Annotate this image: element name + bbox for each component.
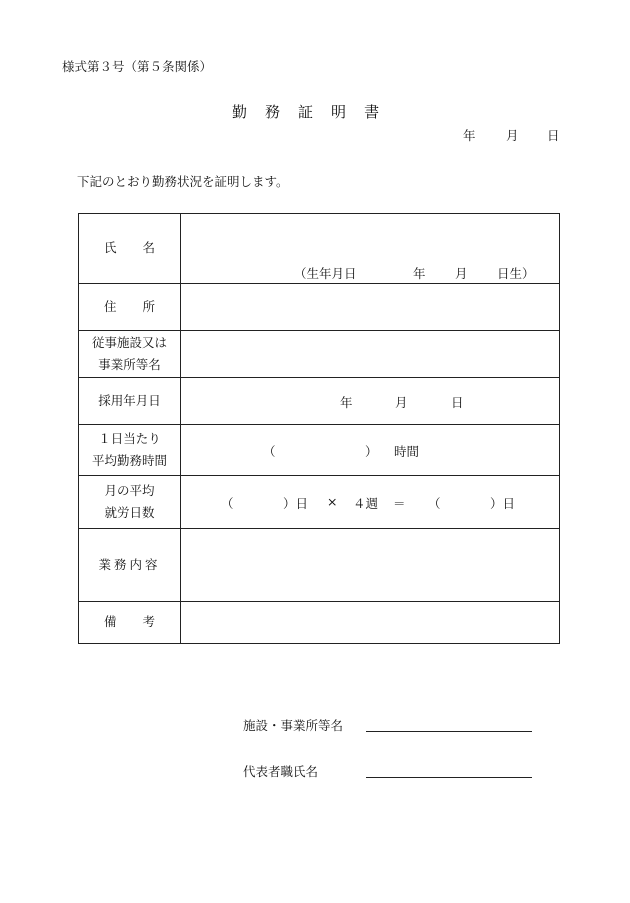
row-facility — [79, 331, 560, 378]
hours-paren-close: ） — [365, 444, 378, 459]
label-monthly-days-line2: 就労日数 — [104, 505, 155, 520]
row-daily-hours — [79, 425, 560, 476]
value-duties[interactable] — [181, 529, 560, 602]
birth-year: 年 — [413, 266, 426, 281]
hours-unit: 時間 — [394, 444, 420, 459]
representative-label: 代表者職氏名 — [243, 764, 319, 779]
days-paren-open-2: （ — [428, 496, 441, 511]
label-name — [79, 214, 181, 284]
days-times: × — [327, 494, 338, 509]
row-monthly-days — [79, 476, 560, 529]
label-name-b: 名 — [142, 240, 156, 256]
hire-year: 年 — [340, 395, 353, 410]
hire-day: 日 — [451, 395, 464, 410]
title-char: 明 — [331, 103, 347, 121]
issue-date-month: 月 — [506, 128, 519, 143]
issue-date-year: 年 — [463, 128, 476, 143]
label-address-b: 所 — [142, 298, 156, 314]
value-facility[interactable] — [181, 331, 560, 378]
days-paren-close-1: ）日 — [283, 496, 309, 511]
days-paren-close-2: ）日 — [490, 496, 516, 511]
label-facility-line2: 事業所等名 — [98, 357, 161, 372]
representative-line[interactable] — [366, 777, 532, 778]
birth-day-close: 日生） — [497, 266, 535, 281]
value-monthly-days[interactable] — [181, 476, 560, 529]
value-daily-hours[interactable] — [181, 425, 560, 476]
label-daily-hours — [79, 425, 181, 476]
days-weeks: ４週 — [353, 496, 379, 511]
label-hire-date: 採用年月日 — [79, 378, 181, 425]
label-monthly-days — [79, 476, 181, 529]
title-char: 証 — [298, 103, 314, 121]
days-equals: ＝ — [393, 496, 406, 511]
title-char: 務 — [265, 103, 281, 121]
document-title — [232, 101, 379, 122]
row-name — [79, 214, 560, 284]
facility-name-label: 施設・事業所等名 — [243, 718, 344, 733]
intro-statement: 下記のとおり勤務状況を証明します。 — [77, 174, 289, 189]
row-remarks — [79, 602, 560, 644]
label-daily-hours-line1: １日当たり — [98, 430, 161, 446]
value-name[interactable] — [181, 214, 560, 284]
form-number: 様式第３号（第５条関係） — [62, 59, 213, 74]
row-address — [79, 284, 560, 331]
hire-month: 月 — [395, 395, 408, 410]
row-duties — [79, 529, 560, 602]
label-address — [79, 284, 181, 331]
birth-open: （生年月日 — [294, 266, 357, 281]
title-char: 勤 — [232, 103, 248, 121]
label-monthly-days-line1: 月の平均 — [104, 482, 155, 498]
label-remarks — [79, 602, 181, 644]
title-char: 書 — [364, 103, 380, 121]
label-address-a: 住 — [103, 298, 117, 314]
value-remarks[interactable] — [181, 602, 560, 644]
birth-month: 月 — [455, 266, 468, 281]
facility-name-line[interactable] — [366, 731, 532, 732]
label-remarks-b: 考 — [142, 614, 156, 630]
label-name-a: 氏 — [103, 240, 117, 256]
certificate-table — [78, 213, 560, 644]
value-hire-date[interactable] — [181, 378, 560, 425]
label-daily-hours-line2: 平均勤務時間 — [91, 453, 167, 468]
issue-date-day: 日 — [547, 128, 560, 143]
days-paren-open-1: （ — [221, 496, 234, 511]
row-hire-date — [79, 378, 560, 425]
hours-paren-open: （ — [263, 444, 276, 459]
label-facility — [79, 331, 181, 378]
label-duties: 業務内容 — [79, 529, 181, 602]
label-facility-line1: 従事施設又は — [91, 334, 167, 350]
value-address[interactable] — [181, 284, 560, 331]
label-remarks-a: 備 — [103, 614, 117, 630]
